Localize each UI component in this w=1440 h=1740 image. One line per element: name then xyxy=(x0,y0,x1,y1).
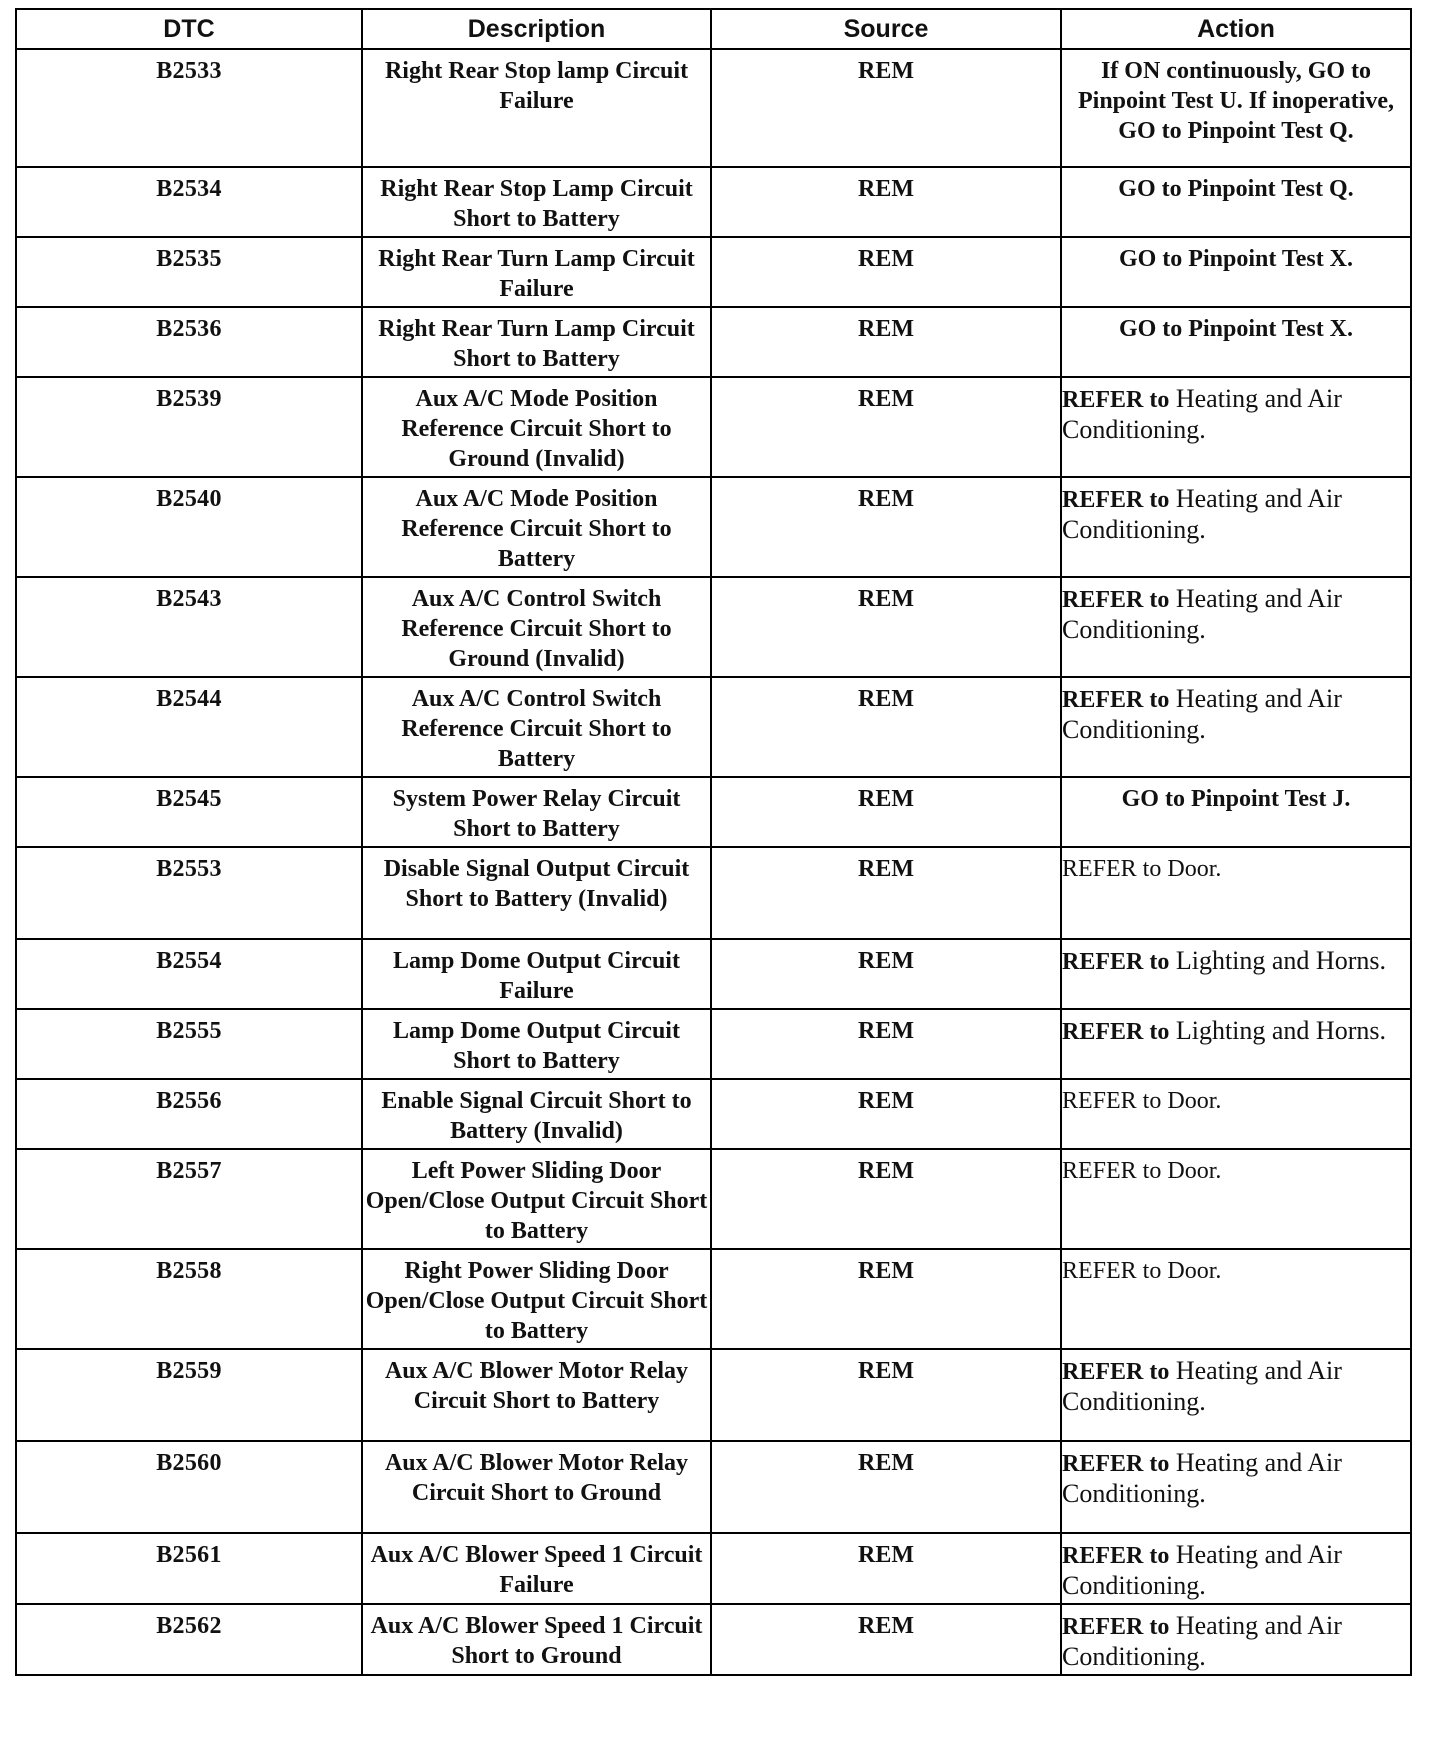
description-cell: Left Power Sliding Door Open/Close Output Circuit Short to Battery xyxy=(362,1149,711,1249)
source-cell: REM xyxy=(711,1441,1061,1533)
action-refer-keyword: REFER to xyxy=(1062,387,1170,413)
action-refer-keyword: REFER to xyxy=(1062,1019,1170,1045)
table-row xyxy=(16,237,1411,307)
dtc-code-cell: B2562 xyxy=(16,1604,362,1675)
table-row xyxy=(16,1604,1411,1675)
table-row xyxy=(16,577,1411,677)
action-cell xyxy=(1061,1149,1411,1249)
action-refer-target: Door. xyxy=(1167,1088,1222,1114)
header-action: Action xyxy=(1061,9,1411,49)
table-row xyxy=(16,1533,1411,1604)
dtc-code-cell: B2544 xyxy=(16,677,362,777)
action-refer-keyword: REFER to xyxy=(1062,856,1162,882)
action-refer-target: Lighting and Horns. xyxy=(1175,1016,1386,1045)
action-refer-target: Heating and Air Conditioning. xyxy=(1062,1356,1342,1416)
source-cell: REM xyxy=(711,237,1061,307)
action-refer-keyword: REFER to xyxy=(1062,1258,1162,1284)
table-row xyxy=(16,1009,1411,1079)
table-header xyxy=(16,9,1411,49)
source-cell: REM xyxy=(711,167,1061,237)
action-cell xyxy=(1061,1249,1411,1349)
table-row xyxy=(16,307,1411,377)
action-refer-keyword: REFER to xyxy=(1062,949,1170,975)
source-cell: REM xyxy=(711,577,1061,677)
description-cell: Right Rear Turn Lamp Circuit Short to Battery xyxy=(362,307,711,377)
header-source: Source xyxy=(711,9,1061,49)
action-cell xyxy=(1061,1533,1411,1604)
table-body xyxy=(16,49,1411,1675)
dtc-code-cell: B2557 xyxy=(16,1149,362,1249)
description-cell: Aux A/C Blower Speed 1 Circuit Failure xyxy=(362,1533,711,1604)
description-cell: Right Rear Turn Lamp Circuit Failure xyxy=(362,237,711,307)
source-cell: REM xyxy=(711,1249,1061,1349)
source-cell: REM xyxy=(711,1079,1061,1149)
description-cell: Aux A/C Blower Motor Relay Circuit Short to Battery xyxy=(362,1349,711,1441)
source-cell: REM xyxy=(711,1349,1061,1441)
dtc-code-cell: B2561 xyxy=(16,1533,362,1604)
action-refer-target: Lighting and Horns. xyxy=(1175,946,1386,975)
description-cell: Aux A/C Blower Motor Relay Circuit Short to Ground xyxy=(362,1441,711,1533)
description-cell: Aux A/C Mode Position Reference Circuit Short to Battery xyxy=(362,477,711,577)
action-refer-target: Door. xyxy=(1167,1158,1222,1184)
table-row xyxy=(16,677,1411,777)
dtc-code-cell: B2535 xyxy=(16,237,362,307)
action-cell xyxy=(1061,1349,1411,1441)
action-refer-target: Heating and Air Conditioning. xyxy=(1062,384,1342,444)
source-cell: REM xyxy=(711,377,1061,477)
table-row xyxy=(16,1349,1411,1441)
table-row xyxy=(16,1249,1411,1349)
table-row xyxy=(16,939,1411,1009)
table-row xyxy=(16,49,1411,167)
dtc-code-cell: B2560 xyxy=(16,1441,362,1533)
action-cell xyxy=(1061,577,1411,677)
dtc-code-cell: B2540 xyxy=(16,477,362,577)
action-cell xyxy=(1061,377,1411,477)
description-cell: Lamp Dome Output Circuit Short to Battery xyxy=(362,1009,711,1079)
description-cell: Aux A/C Blower Speed 1 Circuit Short to Ground xyxy=(362,1604,711,1675)
description-cell: Enable Signal Circuit Short to Battery (Invalid) xyxy=(362,1079,711,1149)
action-cell xyxy=(1061,847,1411,939)
action-cell: GO to Pinpoint Test X. xyxy=(1061,307,1411,377)
action-cell xyxy=(1061,1604,1411,1675)
dtc-code-cell: B2553 xyxy=(16,847,362,939)
action-refer-target: Door. xyxy=(1167,1258,1222,1284)
table-row xyxy=(16,1079,1411,1149)
action-refer-target: Door. xyxy=(1167,856,1222,882)
description-cell: System Power Relay Circuit Short to Battery xyxy=(362,777,711,847)
description-cell: Aux A/C Mode Position Reference Circuit Short to Ground (Invalid) xyxy=(362,377,711,477)
source-cell: REM xyxy=(711,847,1061,939)
action-refer-target: Heating and Air Conditioning. xyxy=(1062,1611,1342,1671)
header-description: Description xyxy=(362,9,711,49)
action-refer-keyword: REFER to xyxy=(1062,587,1170,613)
description-cell: Aux A/C Control Switch Reference Circuit Short to Ground (Invalid) xyxy=(362,577,711,677)
dtc-code-cell: B2536 xyxy=(16,307,362,377)
action-refer-keyword: REFER to xyxy=(1062,1614,1170,1640)
action-refer-target: Heating and Air Conditioning. xyxy=(1062,484,1342,544)
action-cell xyxy=(1061,677,1411,777)
dtc-code-cell: B2539 xyxy=(16,377,362,477)
dtc-code-cell: B2559 xyxy=(16,1349,362,1441)
action-cell: GO to Pinpoint Test J. xyxy=(1061,777,1411,847)
source-cell: REM xyxy=(711,939,1061,1009)
action-refer-keyword: REFER to xyxy=(1062,1088,1162,1114)
description-cell: Right Rear Stop Lamp Circuit Short to Battery xyxy=(362,167,711,237)
source-cell: REM xyxy=(711,1149,1061,1249)
action-refer-target: Heating and Air Conditioning. xyxy=(1062,1540,1342,1600)
dtc-code-cell: B2556 xyxy=(16,1079,362,1149)
action-cell: GO to Pinpoint Test X. xyxy=(1061,237,1411,307)
table-row xyxy=(16,1149,1411,1249)
source-cell: REM xyxy=(711,1604,1061,1675)
dtc-table xyxy=(15,8,1412,1676)
header-dtc: DTC xyxy=(16,9,362,49)
source-cell: REM xyxy=(711,1533,1061,1604)
table-row xyxy=(16,847,1411,939)
action-cell: If ON continuously, GO to Pinpoint Test U. If inoperative, GO to Pinpoint Test Q. xyxy=(1061,49,1411,167)
description-cell: Disable Signal Output Circuit Short to Battery (Invalid) xyxy=(362,847,711,939)
action-refer-keyword: REFER to xyxy=(1062,1359,1170,1385)
source-cell: REM xyxy=(711,477,1061,577)
dtc-code-cell: B2543 xyxy=(16,577,362,677)
action-cell: GO to Pinpoint Test Q. xyxy=(1061,167,1411,237)
action-refer-keyword: REFER to xyxy=(1062,1451,1170,1477)
description-cell: Right Rear Stop lamp Circuit Failure xyxy=(362,49,711,167)
action-refer-keyword: REFER to xyxy=(1062,1543,1170,1569)
description-cell: Lamp Dome Output Circuit Failure xyxy=(362,939,711,1009)
action-cell xyxy=(1061,939,1411,1009)
action-refer-keyword: REFER to xyxy=(1062,1158,1162,1184)
action-cell xyxy=(1061,1441,1411,1533)
action-cell xyxy=(1061,1009,1411,1079)
action-cell xyxy=(1061,1079,1411,1149)
action-refer-target: Heating and Air Conditioning. xyxy=(1062,684,1342,744)
action-refer-keyword: REFER to xyxy=(1062,487,1170,513)
header-row xyxy=(16,9,1411,49)
description-cell: Right Power Sliding Door Open/Close Output Circuit Short to Battery xyxy=(362,1249,711,1349)
source-cell: REM xyxy=(711,777,1061,847)
table-row xyxy=(16,167,1411,237)
action-cell xyxy=(1061,477,1411,577)
dtc-code-cell: B2554 xyxy=(16,939,362,1009)
table-row xyxy=(16,1441,1411,1533)
dtc-code-cell: B2558 xyxy=(16,1249,362,1349)
dtc-code-cell: B2534 xyxy=(16,167,362,237)
table-row xyxy=(16,777,1411,847)
action-refer-target: Heating and Air Conditioning. xyxy=(1062,1448,1342,1508)
description-cell: Aux A/C Control Switch Reference Circuit Short to Battery xyxy=(362,677,711,777)
dtc-code-cell: B2545 xyxy=(16,777,362,847)
source-cell: REM xyxy=(711,1009,1061,1079)
source-cell: REM xyxy=(711,49,1061,167)
dtc-table-container xyxy=(15,8,1410,1676)
action-refer-keyword: REFER to xyxy=(1062,687,1170,713)
source-cell: REM xyxy=(711,307,1061,377)
table-row xyxy=(16,377,1411,477)
action-refer-target: Heating and Air Conditioning. xyxy=(1062,584,1342,644)
source-cell: REM xyxy=(711,677,1061,777)
dtc-code-cell: B2555 xyxy=(16,1009,362,1079)
dtc-code-cell: B2533 xyxy=(16,49,362,167)
table-row xyxy=(16,477,1411,577)
